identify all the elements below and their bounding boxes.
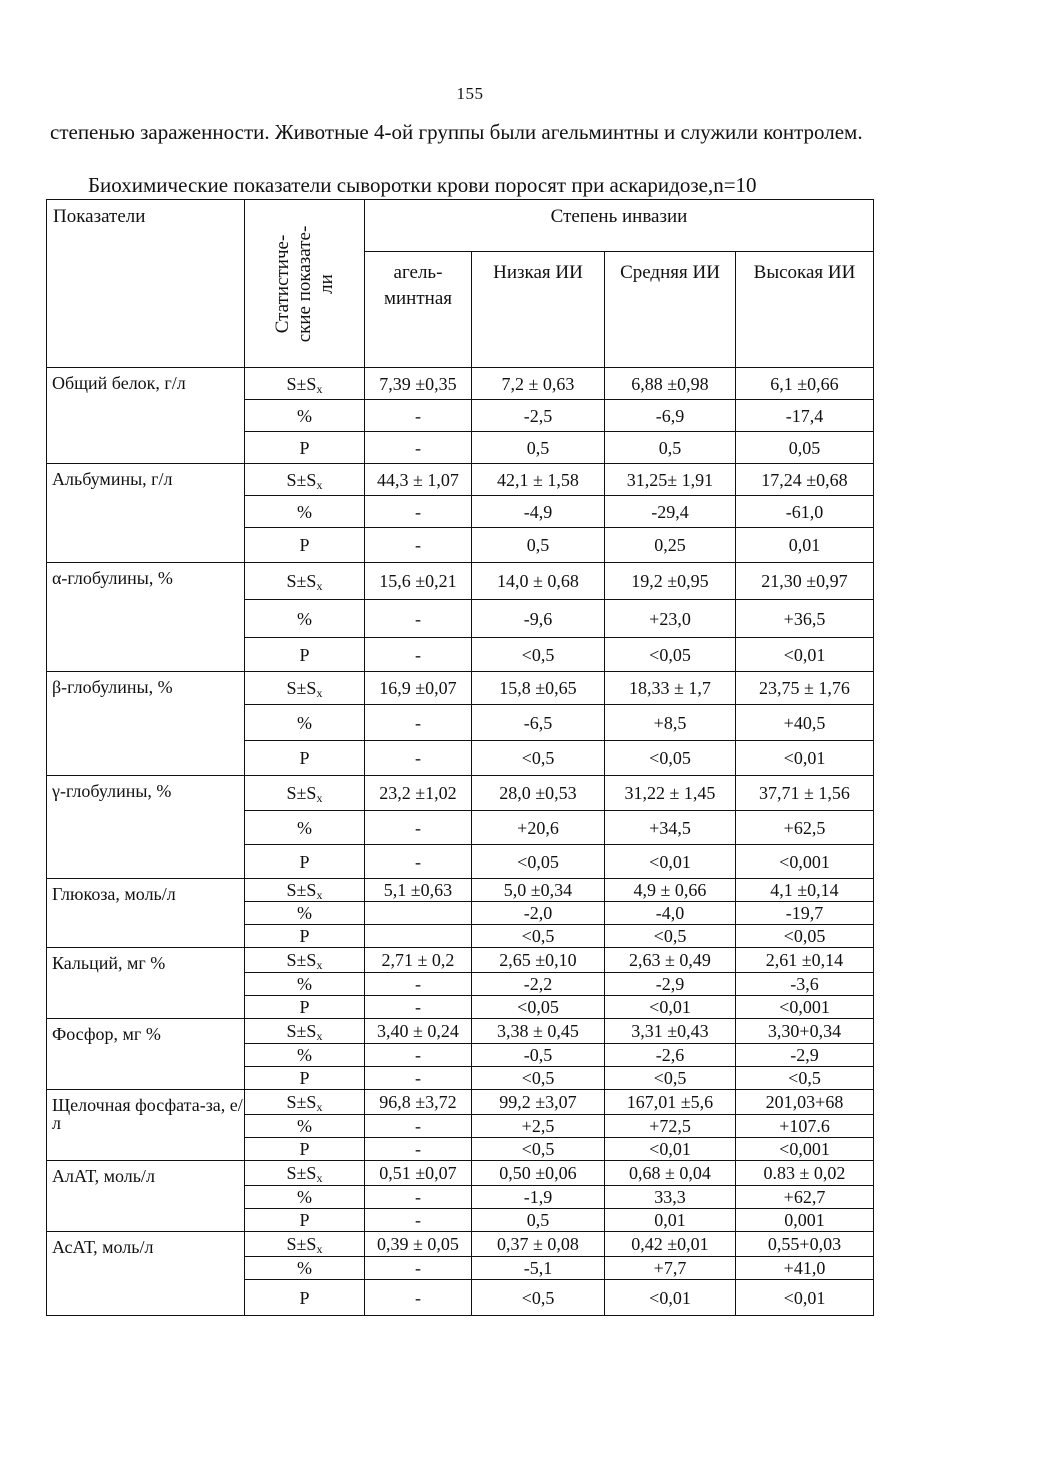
- stat-label: %: [245, 902, 365, 925]
- table-cell: -29,4: [605, 496, 736, 528]
- table-cell: 0,55+0,03: [736, 1232, 874, 1257]
- table-cell: -6,9: [605, 400, 736, 432]
- table-cell: <0,01: [736, 1280, 874, 1316]
- table-cell: -0,5: [472, 1044, 605, 1067]
- parameter-name: Щелочная фосфата-за, е/л: [47, 1090, 245, 1161]
- table-cell: -: [365, 1186, 472, 1209]
- table-cell: -: [365, 705, 472, 741]
- table-cell: -: [365, 845, 472, 879]
- header-stat: [245, 200, 365, 368]
- table-cell: <0,05: [472, 996, 605, 1019]
- table-cell: -: [365, 496, 472, 528]
- table-cell: 33,3: [605, 1186, 736, 1209]
- stat-label: P: [245, 1067, 365, 1090]
- table-cell: 6,88 ±0,98: [605, 368, 736, 400]
- table-cell: 167,01 ±5,6: [605, 1090, 736, 1115]
- table-cell: -: [365, 1044, 472, 1067]
- table-cell: +107.6: [736, 1115, 874, 1138]
- parameter-name: β-глобулины, %: [47, 672, 245, 776]
- stat-label: P: [245, 1138, 365, 1161]
- stat-label: %: [245, 705, 365, 741]
- table-cell: +62,5: [736, 811, 874, 845]
- parameter-name: Альбумины, г/л: [47, 464, 245, 563]
- table-cell: 31,22 ± 1,45: [605, 776, 736, 811]
- table-cell: +41,0: [736, 1257, 874, 1280]
- stat-label: P: [245, 1280, 365, 1316]
- table-cell: 2,63 ± 0,49: [605, 948, 736, 973]
- table-cell: 23,2 ±1,02: [365, 776, 472, 811]
- table-cell: -2,0: [472, 902, 605, 925]
- table-cell: 3,30+0,34: [736, 1019, 874, 1044]
- table-cell: <0,05: [605, 638, 736, 672]
- table-cell: -5,1: [472, 1257, 605, 1280]
- table-cell: 0,5: [472, 1209, 605, 1232]
- table-cell: <0,5: [605, 925, 736, 948]
- table-cell: +72,5: [605, 1115, 736, 1138]
- table-cell: 0,51 ±0,07: [365, 1161, 472, 1186]
- table-cell: +40,5: [736, 705, 874, 741]
- table-cell: 15,8 ±0,65: [472, 672, 605, 705]
- table-cell: 42,1 ± 1,58: [472, 464, 605, 496]
- header-stat-text: Статистиче- ские показате- ли: [271, 225, 337, 342]
- table-cell: 3,40 ± 0,24: [365, 1019, 472, 1044]
- table-cell: -2,9: [736, 1044, 874, 1067]
- table-cell: 0,01: [605, 1209, 736, 1232]
- table-cell: 2,61 ±0,14: [736, 948, 874, 973]
- table-cell: +20,6: [472, 811, 605, 845]
- table-cell: 0.83 ± 0,02: [736, 1161, 874, 1186]
- table-cell: 7,39 ±0,35: [365, 368, 472, 400]
- header-param: Показатели: [47, 200, 245, 368]
- table-cell: 19,2 ±0,95: [605, 563, 736, 600]
- table-cell: -: [365, 432, 472, 464]
- table-cell: 21,30 ±0,97: [736, 563, 874, 600]
- table-cell: -: [365, 973, 472, 996]
- table-cell: <0,01: [736, 638, 874, 672]
- header-col-agelmintnaya: агель-минтная: [365, 252, 472, 368]
- table-cell: 0,001: [736, 1209, 874, 1232]
- stat-label: P: [245, 925, 365, 948]
- table-cell: <0,01: [605, 1138, 736, 1161]
- table-cell: -: [365, 1280, 472, 1316]
- table-cell: -17,4: [736, 400, 874, 432]
- table-cell: -3,6: [736, 973, 874, 996]
- table-row: [47, 563, 874, 600]
- stat-label: %: [245, 811, 365, 845]
- table-cell: <0,01: [605, 845, 736, 879]
- table-cell: 3,38 ± 0,45: [472, 1019, 605, 1044]
- table-row: [47, 776, 874, 811]
- table-cell: -2,2: [472, 973, 605, 996]
- stat-label: %: [245, 1044, 365, 1067]
- table-cell: -19,7: [736, 902, 874, 925]
- table-cell: 99,2 ±3,07: [472, 1090, 605, 1115]
- page-number: 155: [456, 84, 484, 103]
- table-cell: <0,5: [472, 925, 605, 948]
- table-cell: -6,5: [472, 705, 605, 741]
- table-cell: -2,9: [605, 973, 736, 996]
- table-cell: 0,37 ± 0,08: [472, 1232, 605, 1257]
- table-cell: 0,05: [736, 432, 874, 464]
- stat-label: P: [245, 741, 365, 776]
- stat-label: P: [245, 432, 365, 464]
- parameter-name: Глюкоза, моль/л: [47, 879, 245, 948]
- table-cell: <0,5: [472, 638, 605, 672]
- biochemistry-table: [46, 199, 874, 1316]
- header-col-high: Высокая ИИ: [736, 252, 874, 368]
- stat-label: $S\pm S_x$: [245, 368, 365, 400]
- table-cell: 31,25± 1,91: [605, 464, 736, 496]
- table-cell: [365, 925, 472, 948]
- table-cell: 17,24 ±0,68: [736, 464, 874, 496]
- table-row: [47, 1019, 874, 1044]
- header-col-low: Низкая ИИ: [472, 252, 605, 368]
- table-cell: +8,5: [605, 705, 736, 741]
- table-row: [47, 1232, 874, 1257]
- table-cell: -: [365, 1138, 472, 1161]
- stat-label: $S\pm S_x$: [245, 879, 365, 902]
- table-caption: Биохимические показатели сыворотки крови поросят при аскаридозе,n=10: [88, 173, 757, 197]
- table-cell: -: [365, 600, 472, 638]
- table-cell: 18,33 ± 1,7: [605, 672, 736, 705]
- table-cell: 2,65 ±0,10: [472, 948, 605, 973]
- table-cell: <0,01: [605, 996, 736, 1019]
- table-cell: 96,8 ±3,72: [365, 1090, 472, 1115]
- stat-label: P: [245, 1209, 365, 1232]
- table-cell: 0,42 ±0,01: [605, 1232, 736, 1257]
- table-cell: <0,5: [472, 741, 605, 776]
- table-cell: -: [365, 528, 472, 563]
- table-cell: 0,25: [605, 528, 736, 563]
- stat-label: P: [245, 845, 365, 879]
- table-cell: 0,5: [472, 528, 605, 563]
- parameter-name: АсАТ, моль/л: [47, 1232, 245, 1316]
- parameter-name: γ-глобулины, %: [47, 776, 245, 879]
- stat-label: $S\pm S_x$: [245, 776, 365, 811]
- table-cell: -2,6: [605, 1044, 736, 1067]
- table-row: [47, 948, 874, 973]
- stat-label: %: [245, 1257, 365, 1280]
- table-cell: -: [365, 638, 472, 672]
- table-cell: 16,9 ±0,07: [365, 672, 472, 705]
- table-cell: 0,68 ± 0,04: [605, 1161, 736, 1186]
- table-cell: <0,5: [472, 1067, 605, 1090]
- stat-label: P: [245, 528, 365, 563]
- stat-label: P: [245, 996, 365, 1019]
- table-cell: <0,001: [736, 1138, 874, 1161]
- table-cell: <0,05: [605, 741, 736, 776]
- table-cell: -: [365, 400, 472, 432]
- header-invasion: Степень инвазии: [365, 200, 874, 252]
- table-cell: <0,001: [736, 996, 874, 1019]
- table-cell: 0,50 ±0,06: [472, 1161, 605, 1186]
- parameter-name: Кальций, мг %: [47, 948, 245, 1019]
- parameter-name: α-глобулины, %: [47, 563, 245, 672]
- table-cell: +62,7: [736, 1186, 874, 1209]
- table-cell: 0,39 ± 0,05: [365, 1232, 472, 1257]
- table-cell: -1,9: [472, 1186, 605, 1209]
- table-cell: [365, 902, 472, 925]
- table-cell: -9,6: [472, 600, 605, 638]
- table-row: [47, 1161, 874, 1186]
- stat-label: %: [245, 600, 365, 638]
- table-cell: +7,7: [605, 1257, 736, 1280]
- table-cell: +34,5: [605, 811, 736, 845]
- stat-label: $S\pm S_x$: [245, 1161, 365, 1186]
- table-cell: -: [365, 1115, 472, 1138]
- table-cell: +23,0: [605, 600, 736, 638]
- table-cell: 23,75 ± 1,76: [736, 672, 874, 705]
- stat-label: $S\pm S_x$: [245, 1090, 365, 1115]
- table-cell: -: [365, 1067, 472, 1090]
- table-cell: -: [365, 1257, 472, 1280]
- stat-label: $S\pm S_x$: [245, 563, 365, 600]
- table-row: [47, 464, 874, 496]
- table-cell: 4,1 ±0,14: [736, 879, 874, 902]
- table-cell: 4,9 ± 0,66: [605, 879, 736, 902]
- table-cell: -: [365, 811, 472, 845]
- table-cell: <0,05: [736, 925, 874, 948]
- table-cell: 201,03+68: [736, 1090, 874, 1115]
- stat-label: P: [245, 638, 365, 672]
- table-cell: 0,5: [605, 432, 736, 464]
- table-cell: 28,0 ±0,53: [472, 776, 605, 811]
- table-cell: -4,0: [605, 902, 736, 925]
- table-cell: -4,9: [472, 496, 605, 528]
- table-cell: <0,001: [736, 845, 874, 879]
- table-cell: -: [365, 741, 472, 776]
- table-cell: +36,5: [736, 600, 874, 638]
- table-cell: 0,5: [472, 432, 605, 464]
- table-cell: -: [365, 1209, 472, 1232]
- table-cell: +2,5: [472, 1115, 605, 1138]
- table-cell: 14,0 ± 0,68: [472, 563, 605, 600]
- table-cell: 7,2 ± 0,63: [472, 368, 605, 400]
- table-row: [47, 879, 874, 902]
- header-row-top: [47, 200, 874, 252]
- parameter-name: Фосфор, мг %: [47, 1019, 245, 1090]
- table-cell: <0,5: [472, 1280, 605, 1316]
- parameter-name: АлАТ, моль/л: [47, 1161, 245, 1232]
- table-cell: -61,0: [736, 496, 874, 528]
- table-row: [47, 1090, 874, 1115]
- table-cell: 3,31 ±0,43: [605, 1019, 736, 1044]
- header-col-medium: Средняя ИИ: [605, 252, 736, 368]
- table-cell: 44,3 ± 1,07: [365, 464, 472, 496]
- table-cell: -: [365, 996, 472, 1019]
- table-cell: 0,01: [736, 528, 874, 563]
- stat-label: %: [245, 1115, 365, 1138]
- intro-paragraph: степенью зараженности. Животные 4-ой группы были агельминтны и служили контролем.: [50, 120, 863, 144]
- stat-label: %: [245, 496, 365, 528]
- table-row: [47, 368, 874, 400]
- table-cell: -2,5: [472, 400, 605, 432]
- table-cell: 5,1 ±0,63: [365, 879, 472, 902]
- stat-label: %: [245, 973, 365, 996]
- table-cell: <0,05: [472, 845, 605, 879]
- table-cell: 15,6 ±0,21: [365, 563, 472, 600]
- table-cell: <0,5: [605, 1067, 736, 1090]
- table-cell: 5,0 ±0,34: [472, 879, 605, 902]
- stat-label: %: [245, 1186, 365, 1209]
- table-cell: <0,01: [736, 741, 874, 776]
- table-cell: 2,71 ± 0,2: [365, 948, 472, 973]
- stat-label: %: [245, 400, 365, 432]
- stat-label: $S\pm S_x$: [245, 672, 365, 705]
- table-cell: <0,5: [736, 1067, 874, 1090]
- stat-label: $S\pm S_x$: [245, 464, 365, 496]
- table-cell: <0,01: [605, 1280, 736, 1316]
- table-cell: 6,1 ±0,66: [736, 368, 874, 400]
- stat-label: $S\pm S_x$: [245, 948, 365, 973]
- table-cell: <0,5: [472, 1138, 605, 1161]
- stat-label: $S\pm S_x$: [245, 1232, 365, 1257]
- table-row: [47, 672, 874, 705]
- stat-label: $S\pm S_x$: [245, 1019, 365, 1044]
- parameter-name: Общий белок, г/л: [47, 368, 245, 464]
- table-cell: 37,71 ± 1,56: [736, 776, 874, 811]
